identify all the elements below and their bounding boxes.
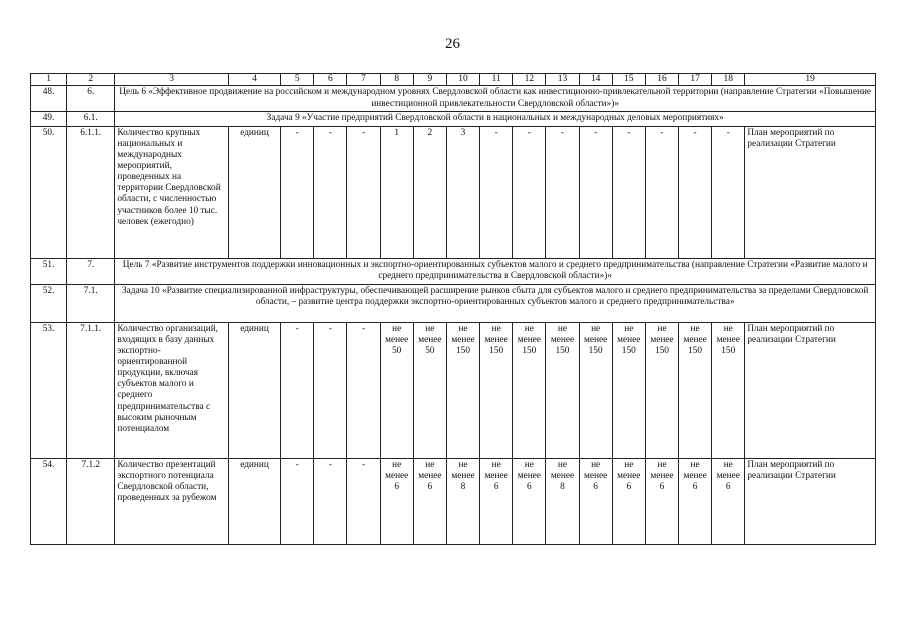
column-header: 9: [413, 74, 446, 86]
source-cell: План мероприятий по реализации Стратегии: [745, 126, 876, 258]
row-code: 6.1.1.: [67, 126, 115, 258]
column-header: 19: [745, 74, 876, 86]
unit-cell: единиц: [228, 322, 280, 458]
column-header: 3: [115, 74, 229, 86]
value-cell: -: [513, 126, 546, 258]
value-cell: -: [281, 126, 314, 258]
indicator-name: Количество организаций, входящих в базу данных экспортно-ориентированной продукции, включая субъектов малого и среднего предпринимательства с высоким рыночным потенциалом: [115, 322, 229, 458]
indicators-table: [30, 73, 876, 545]
value-cell: не менее 150: [579, 322, 612, 458]
value-cell: не менее 50: [413, 322, 446, 458]
row-code: 7.1.: [67, 284, 115, 322]
goal-text: Задача 10 «Развитие специализированной инфраструктуры, обеспечивающей расширение рынков сбыта для субъектов малого и среднего предпринимательства за пределами Свердловской области, – развитие центра поддержки экспортно-ориентированных субъектов малого и среднего предпринимательства»: [115, 284, 876, 322]
value-cell: -: [347, 458, 380, 544]
goal-text: Цель 6 «Эффективное продвижение на российском и международном уровнях Свердловской области как инвестиционно-привлекательной территории (направление Стратегии «Повышение инвестиционной привлекательности Свердловской области»)»: [115, 86, 876, 112]
value-cell: -: [480, 126, 513, 258]
value-cell: 3: [446, 126, 479, 258]
page-number: 26: [445, 36, 460, 52]
column-header: 10: [446, 74, 479, 86]
value-cell: 1: [380, 126, 413, 258]
goal-row: [31, 284, 876, 322]
indicator-name: Количество крупных национальных и международных мероприятий, проведенных на территории Свердловской области, с численностью участников более 10 тыс. человек (ежегодно): [115, 126, 229, 258]
column-header: 2: [67, 74, 115, 86]
header-row: [31, 74, 876, 86]
value-cell: не менее 6: [380, 458, 413, 544]
value-cell: не менее 150: [679, 322, 712, 458]
row-number: 49.: [31, 112, 67, 126]
value-cell: не менее 50: [380, 322, 413, 458]
value-cell: не менее 150: [712, 322, 745, 458]
value-cell: 2: [413, 126, 446, 258]
goal-row: [31, 86, 876, 112]
column-header: 7: [347, 74, 380, 86]
value-cell: не менее 8: [446, 458, 479, 544]
value-cell: -: [347, 126, 380, 258]
row-number: 54.: [31, 458, 67, 544]
unit-cell: единиц: [228, 458, 280, 544]
value-cell: не менее 150: [513, 322, 546, 458]
value-cell: не менее 6: [480, 458, 513, 544]
row-code: 7.1.1.: [67, 322, 115, 458]
row-code: 7.1.2: [67, 458, 115, 544]
row-number: 48.: [31, 86, 67, 112]
source-cell: План мероприятий по реализации Стратегии: [745, 458, 876, 544]
value-cell: не менее 8: [546, 458, 579, 544]
value-cell: -: [314, 458, 347, 544]
goal-row: [31, 258, 876, 284]
value-cell: -: [281, 322, 314, 458]
indicator-row: [31, 458, 876, 544]
column-header: 18: [712, 74, 745, 86]
column-header: 14: [579, 74, 612, 86]
column-header: 16: [645, 74, 678, 86]
value-cell: -: [347, 322, 380, 458]
row-number: 50.: [31, 126, 67, 258]
column-header: 5: [281, 74, 314, 86]
goal-text: Цель 7 «Развитие инструментов поддержки инновационных и экспортно-ориентированных субъектов малого и среднего предпринимательства (направление Стратегии «Развитие малого и среднего предпринимательства в Свердловской области»)»: [115, 258, 876, 284]
source-cell: План мероприятий по реализации Стратегии: [745, 322, 876, 458]
row-number: 53.: [31, 322, 67, 458]
value-cell: не менее 6: [612, 458, 645, 544]
value-cell: не менее 6: [513, 458, 546, 544]
row-number: 52.: [31, 284, 67, 322]
unit-cell: единиц: [228, 126, 280, 258]
value-cell: -: [712, 126, 745, 258]
indicator-row: [31, 322, 876, 458]
column-header: 6: [314, 74, 347, 86]
value-cell: -: [679, 126, 712, 258]
value-cell: -: [314, 126, 347, 258]
indicator-row: [31, 126, 876, 258]
value-cell: -: [314, 322, 347, 458]
column-header: 8: [380, 74, 413, 86]
value-cell: не менее 6: [712, 458, 745, 544]
value-cell: не менее 6: [679, 458, 712, 544]
value-cell: не менее 6: [413, 458, 446, 544]
value-cell: не менее 150: [480, 322, 513, 458]
value-cell: не менее 6: [645, 458, 678, 544]
indicator-name: Количество презентаций экспортного потенциала Свердловской области, проведенных за рубежом: [115, 458, 229, 544]
column-header: 1: [31, 74, 67, 86]
value-cell: -: [612, 126, 645, 258]
value-cell: -: [645, 126, 678, 258]
row-code: 6.: [67, 86, 115, 112]
value-cell: -: [546, 126, 579, 258]
goal-row: [31, 112, 876, 126]
value-cell: не менее 150: [645, 322, 678, 458]
row-number: 51.: [31, 258, 67, 284]
goal-text: Задача 9 «Участие предприятий Свердловской области в национальных и международных деловых мероприятиях»: [115, 112, 876, 126]
column-header: 13: [546, 74, 579, 86]
column-header: 4: [228, 74, 280, 86]
column-header: 15: [612, 74, 645, 86]
value-cell: не менее 150: [612, 322, 645, 458]
row-code: 6.1.: [67, 112, 115, 126]
value-cell: не менее 150: [546, 322, 579, 458]
value-cell: -: [579, 126, 612, 258]
column-header: 12: [513, 74, 546, 86]
row-code: 7.: [67, 258, 115, 284]
value-cell: -: [281, 458, 314, 544]
column-header: 17: [679, 74, 712, 86]
value-cell: не менее 150: [446, 322, 479, 458]
value-cell: не менее 6: [579, 458, 612, 544]
column-header: 11: [480, 74, 513, 86]
